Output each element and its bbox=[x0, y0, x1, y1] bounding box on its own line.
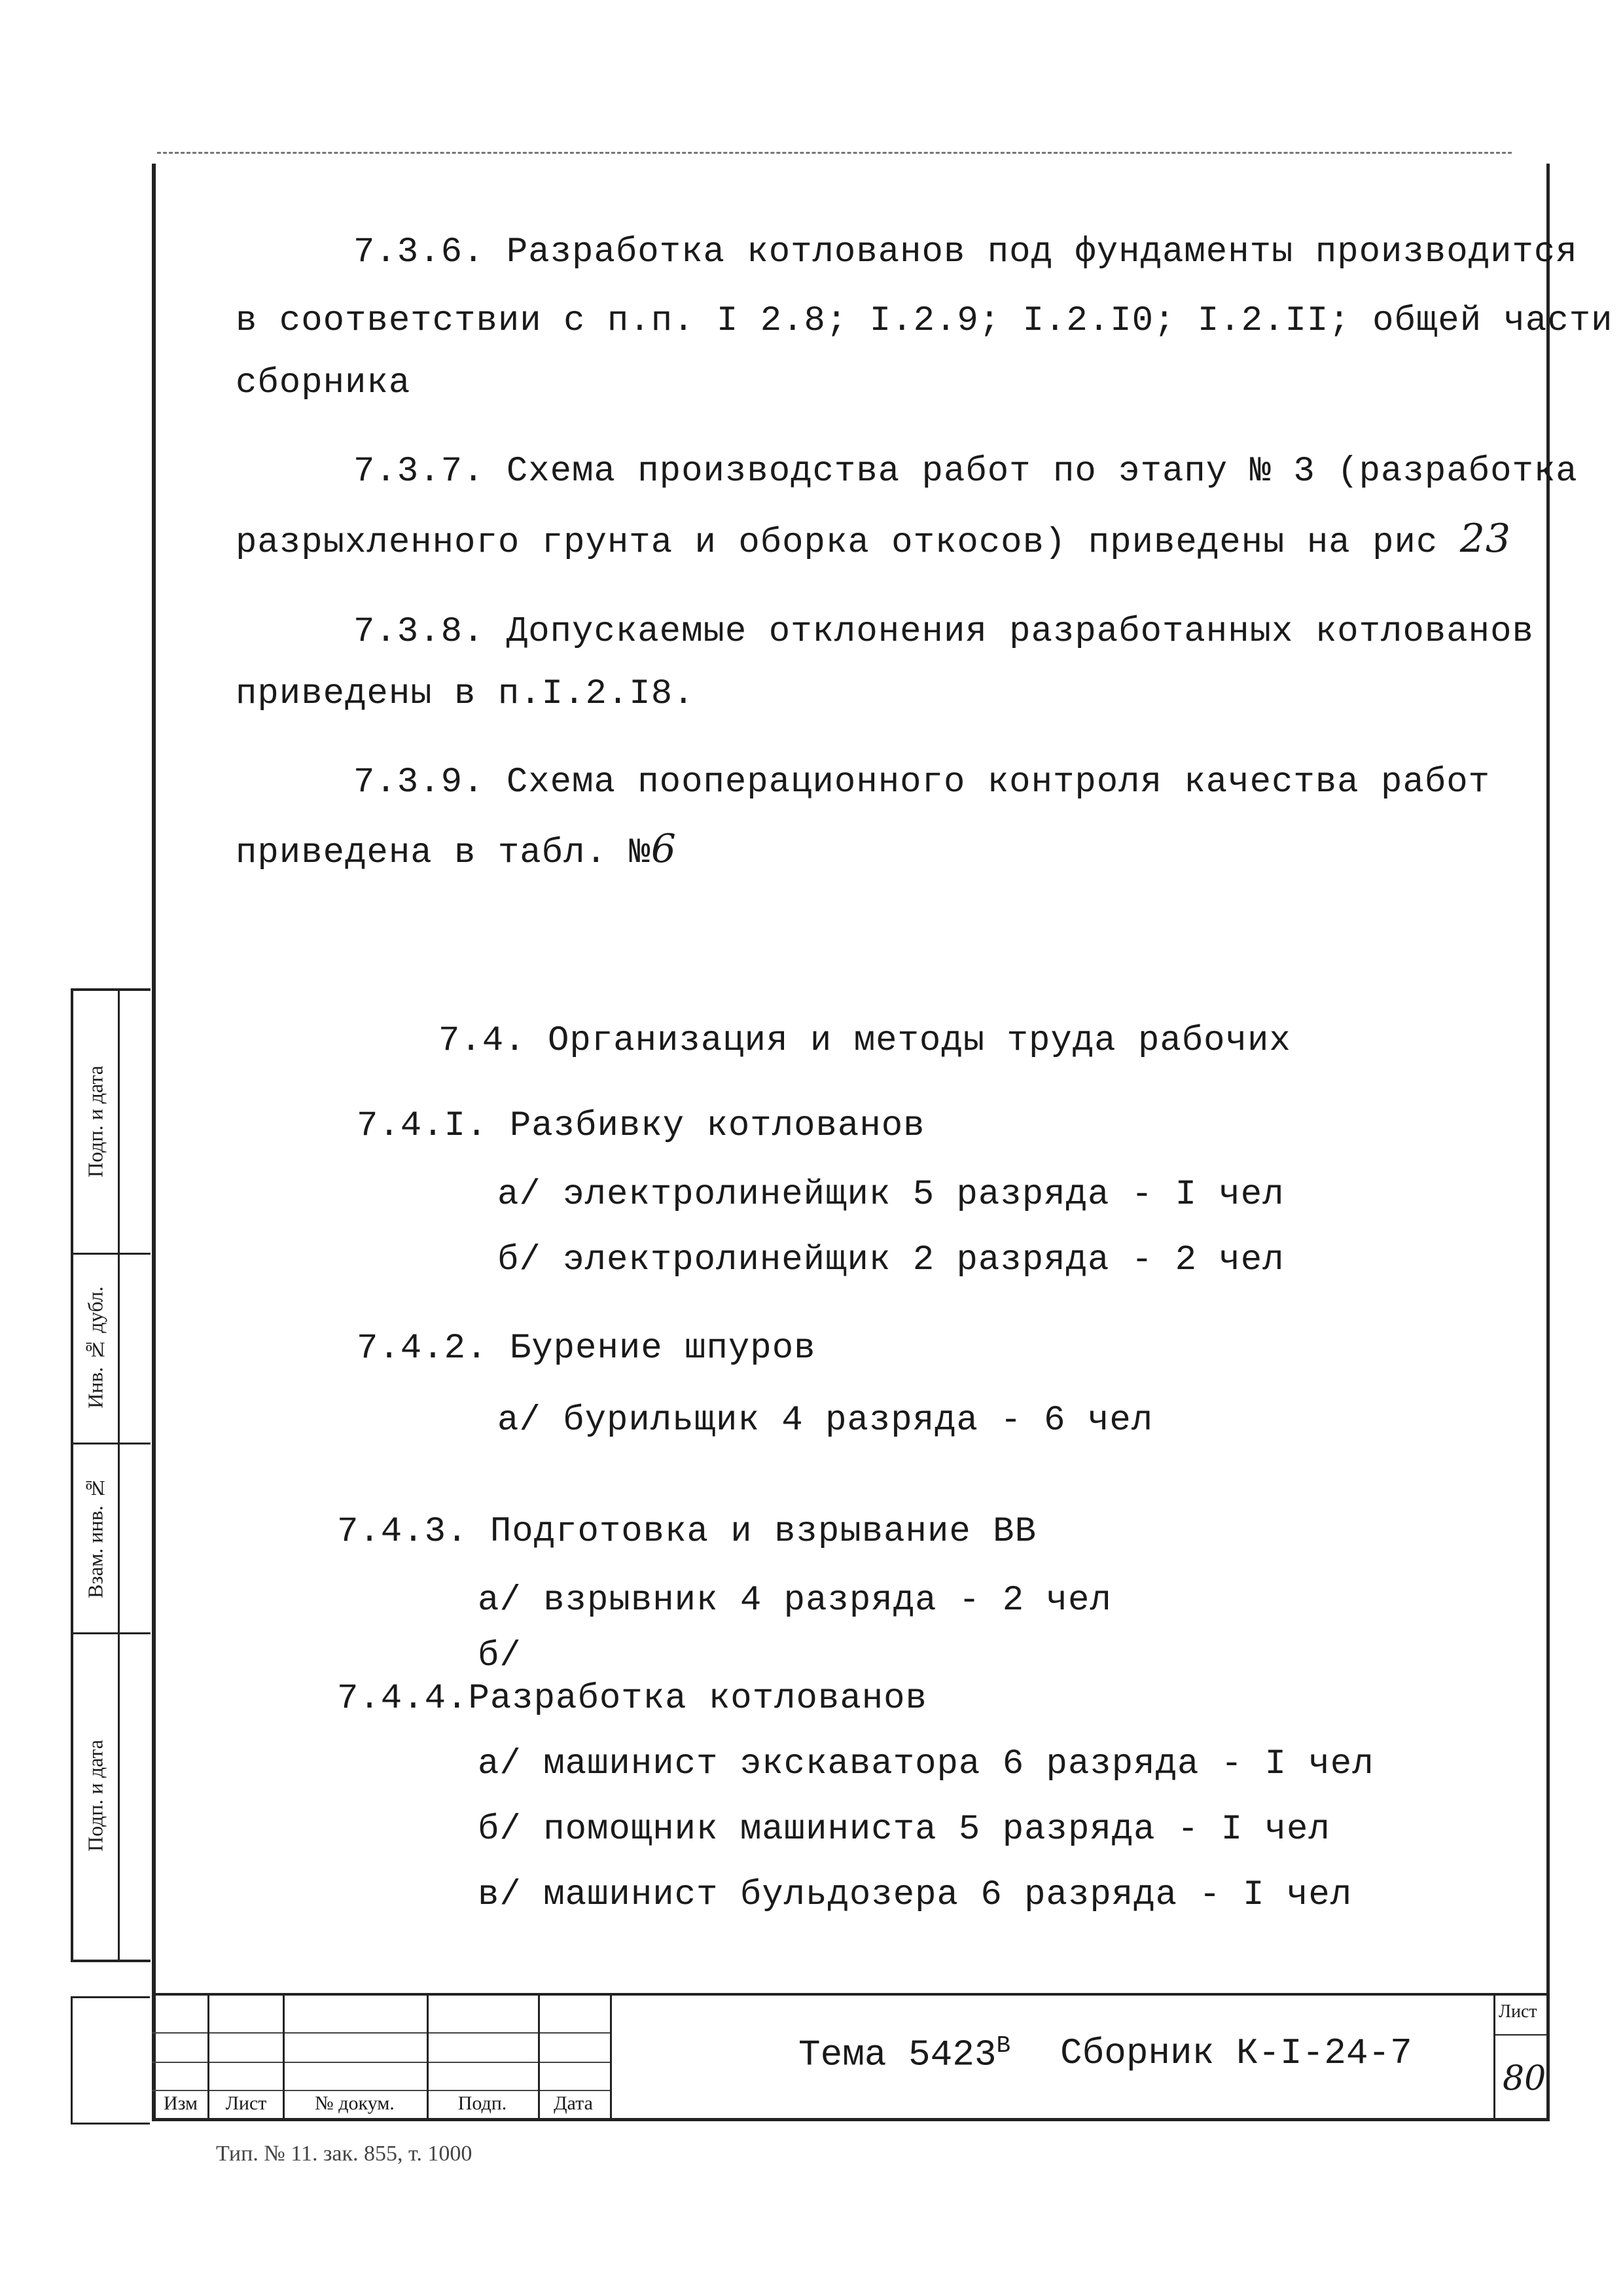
para-7-3-6-line1: 7.3.6. Разработка котлованов под фундаменты производится bbox=[353, 232, 1578, 272]
figure-ref-handwritten: 23 bbox=[1459, 516, 1512, 562]
theme-label: Тема $5423^В$ bbox=[798, 2032, 1011, 2076]
tb-head-izm: Изм bbox=[163, 2092, 198, 2114]
stamp-cell-4 bbox=[73, 1632, 151, 1957]
item-7-4-4-heading: 7.4.4.Разработка котлованов bbox=[337, 1679, 927, 1719]
stamp-label-sign-date-2: Подп. и дата bbox=[83, 1740, 107, 1852]
sheet-number: 80 bbox=[1503, 2059, 1546, 2098]
stamp-label-sign-date-1: Подп. и дата bbox=[83, 1066, 107, 1178]
table-ref-handwritten: 6 bbox=[651, 826, 677, 872]
item-7-4-4-line-c: в/ машинист бульдозера 6 разряда - I чел bbox=[478, 1875, 1353, 1915]
item-7-4-3-heading: 7.4.3. Подготовка и взрывание ВВ bbox=[337, 1512, 1037, 1552]
stamp-label-replace-inv: Взам. инв. № bbox=[83, 1477, 107, 1598]
item-7-4-2-heading: 7.4.2. Бурение шпуров bbox=[357, 1329, 816, 1369]
item-7-4-3-line-a: а/ взрывник 4 разряда - 2 чел bbox=[478, 1581, 1112, 1621]
item-7-4-2-line-a: а/ бурильщик 4 разряда - 6 чел bbox=[497, 1401, 1154, 1441]
sheet-label: Лист bbox=[1499, 2001, 1537, 2022]
item-7-4-1-line-b: б/ электролинейщик 2 разряда - 2 чел bbox=[497, 1240, 1285, 1280]
printer-footer-note: Тип. № 11. зак. 855, т. 1000 bbox=[216, 2142, 473, 2166]
top-frame-line bbox=[157, 152, 1512, 154]
margin-stamp-bottom-cell bbox=[71, 1996, 150, 2125]
item-7-4-3-line-b: б/ bbox=[478, 1636, 522, 1676]
item-7-4-4-line-a: а/ машинист экскаватора 6 разряда - I чел bbox=[478, 1744, 1374, 1784]
margin-stamp-strip bbox=[71, 988, 151, 1962]
sheet-box-divider bbox=[1493, 2034, 1550, 2036]
para-7-3-9-line2: приведена в табл. №6 bbox=[236, 826, 677, 873]
stamp-cell-1 bbox=[73, 991, 151, 1255]
para-7-3-7-line1: 7.3.7. Схема производства работ по этапу № 3 (разработка bbox=[353, 452, 1578, 492]
stamp-cell-3 bbox=[73, 1443, 151, 1634]
para-7-3-8-line1: 7.3.8. Допускаемые отклонения разработанных котлованов bbox=[353, 612, 1534, 652]
tb-head-date: Дата bbox=[554, 2092, 593, 2114]
tb-head-doc: № докум. bbox=[315, 2092, 395, 2114]
para-7-3-7-line2: разрыхленного грунта и оборка откосов) приведены на рис 23 bbox=[236, 516, 1512, 563]
para-7-3-8-line2: приведены в п.I.2.I8. bbox=[236, 674, 695, 714]
tb-head-sign: Подп. bbox=[457, 2092, 507, 2114]
left-frame-border bbox=[152, 164, 156, 2121]
stamp-label-dup-inv: Инв. № дубл. bbox=[83, 1286, 107, 1409]
item-7-4-1-heading: 7.4.I. Разбивку котлованов bbox=[357, 1106, 925, 1146]
section-7-4-heading: 7.4. Организация и методы труда рабочих bbox=[438, 1021, 1291, 1061]
item-7-4-4-line-b: б/ помощник машиниста 5 разряда - I чел bbox=[478, 1810, 1330, 1850]
collection-label: Сборник К-I-24-7 bbox=[1060, 2032, 1412, 2074]
item-7-4-1-line-a: а/ электролинейщик 5 разряда - I чел bbox=[497, 1175, 1285, 1215]
title-block-revisions bbox=[152, 1993, 612, 2121]
tb-head-list: Лист bbox=[225, 2092, 267, 2114]
para-7-3-6-line3: сборника bbox=[236, 363, 411, 403]
para-7-3-6-line2: в соответствии с п.п. I 2.8; I.2.9; I.2.I0; I.2.II; общей части bbox=[236, 301, 1613, 341]
para-7-3-9-line1: 7.3.9. Схема пооперационного контроля качества работ bbox=[353, 762, 1491, 802]
stamp-cell-2 bbox=[73, 1253, 151, 1444]
